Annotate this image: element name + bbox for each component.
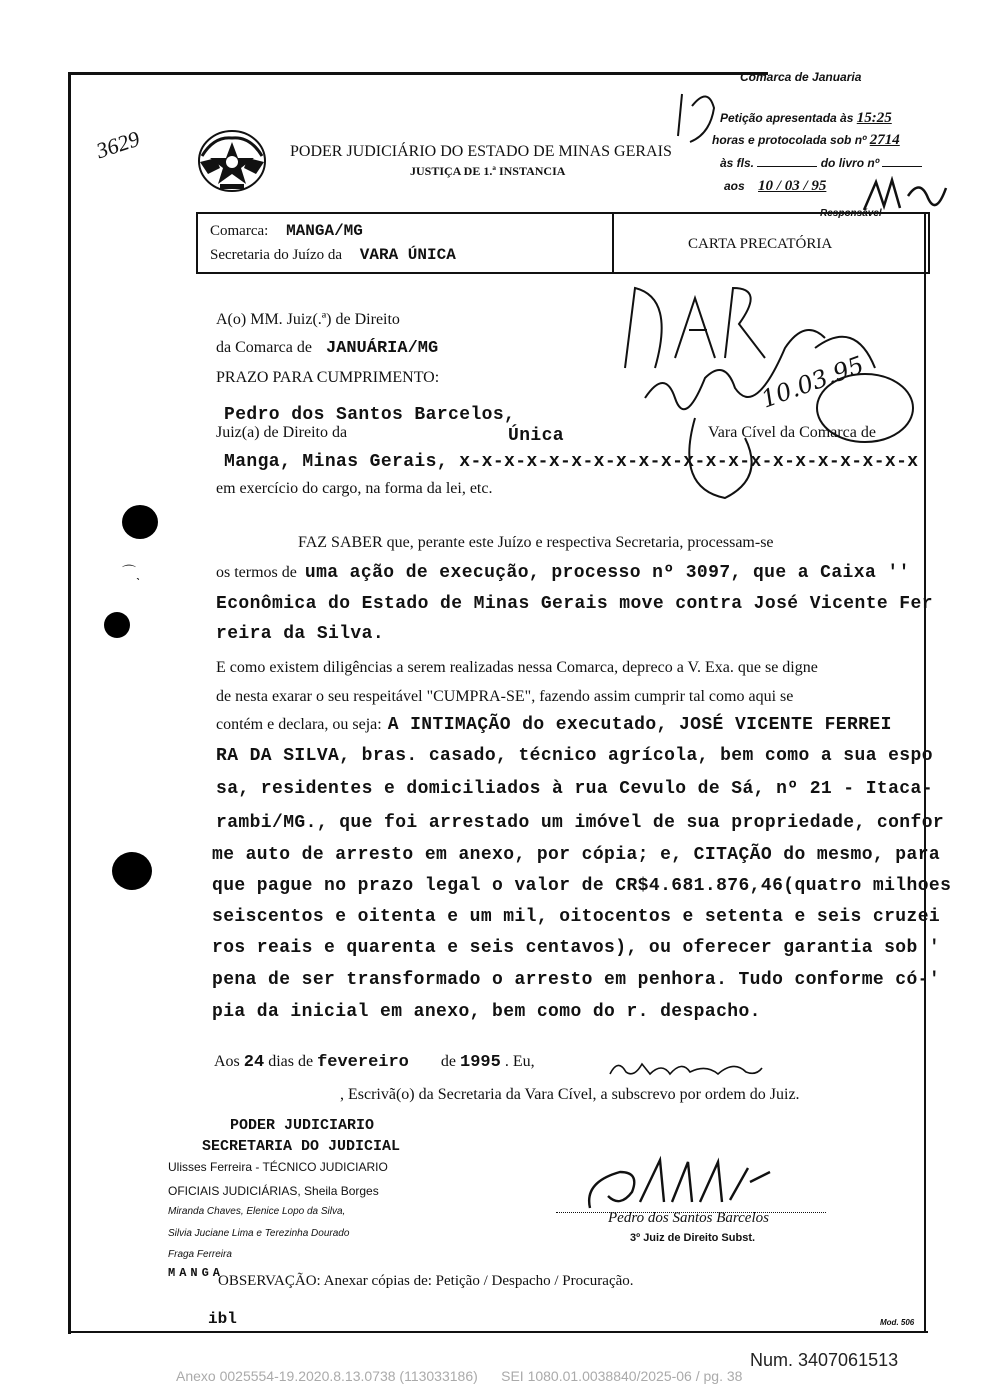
court-title: PODER JUDICIÁRIO DO ESTADO DE MINAS GERAIS <box>290 143 672 160</box>
typed-line-6: seiscentos e oitenta e um mil, oitocentos e setenta e seis cruzei <box>212 907 941 927</box>
stamp-line3-a: às fls. <box>720 156 755 170</box>
typed-line-3: rambi/MG., que foi arrestado um imóvel de sua propriedade, confor <box>216 813 945 833</box>
stamp-comarca: Comarca de Januaria <box>740 70 862 84</box>
faz-saber-line4: reira da Silva. <box>216 624 385 644</box>
date-month: fevereiro <box>317 1053 409 1072</box>
judge-name: Pedro dos Santos Barcelos, <box>224 405 516 425</box>
page-frame-top <box>68 72 768 75</box>
deprecate-line2: de nesta exarar o seu respeitável "CUMPRA-SE", fazendo assim cumprir tal como aqui se <box>216 688 794 705</box>
date-de: de <box>440 1053 456 1070</box>
comarca-value: MANGA/MG <box>286 222 363 240</box>
addressee-comarca-label: da Comarca de <box>216 339 312 356</box>
secretaria-value: VARA ÚNICA <box>359 246 456 264</box>
punch-hole-3 <box>112 852 152 890</box>
typed-line-7: ros reais e quarenta e seis centavos), ou oferecer garantia sob ' <box>212 938 941 958</box>
deprecate-line3-typed: A INTIMAÇÃO do executado, JOSÉ VICENTE FERREI <box>387 715 892 735</box>
city-line: Manga, Minas Gerais, x-x-x-x-x-x-x-x-x-x-x-x-x-x-x-x-x-x-x-x-x <box>224 452 919 472</box>
typed-line-9: pia da inicial em anexo, bem como do r. despacho. <box>212 1002 761 1022</box>
addressee-line1: A(o) MM. Juiz(.ª) de Direito <box>216 311 400 328</box>
exercicio-line: em exercício do cargo, na forma da lei, etc. <box>216 480 493 497</box>
stamp-fraga: Fraga Ferreira <box>168 1249 232 1260</box>
stamp-manga: MANGA <box>168 1266 225 1280</box>
clerk-signature-icon <box>606 1054 766 1082</box>
stamp-line3-b: do livro nº <box>820 156 880 170</box>
stamp-secretaria: SECRETARIA DO JUDICIAL <box>202 1138 401 1155</box>
stamp-line4-label: aos <box>724 179 745 193</box>
stamp-silvia: Silvia Juciane Lima e Terezinha Dourado <box>168 1228 350 1239</box>
stamp-line1-value: 15:25 <box>856 110 892 126</box>
observacao-line: OBSERVAÇÃO: Anexar cópias de: Petição / Despacho / Procuração. <box>218 1273 634 1289</box>
footer-ibl: ibl <box>208 1310 237 1328</box>
stamp-line2-value: 2714 <box>869 132 900 148</box>
typed-line-5: que pague no prazo legal o valor de CR$4.681.876,46(quatro milhoes <box>212 876 952 896</box>
handwritten-mark-icon <box>668 86 738 146</box>
stamp-line1-label: Petição apresentada às <box>720 111 854 125</box>
faz-saber-line1: FAZ SABER que, perante este Juízo e respectiva Secretaria, processam-se <box>298 534 774 551</box>
typed-line-8: pena de ser transformado o arresto em penhora. Tudo conforme có-' <box>212 970 941 990</box>
addressee-line2 <box>216 339 438 358</box>
escriva-line: , Escrivã(o) da Secretaria da Vara Cível, a subscrevo por ordem do Juiz. <box>340 1086 800 1103</box>
date-day: 24 <box>243 1053 265 1072</box>
deprecate-line1: E como existem diligências a serem realizadas nessa Comarca, depreco a V. Exa. que se digne <box>216 659 818 676</box>
punch-hole-1 <box>122 505 158 539</box>
date-eu: . Eu, <box>504 1053 535 1070</box>
coat-of-arms-icon <box>196 128 268 194</box>
protocol-stamp <box>712 68 962 218</box>
stamp-poder: PODER JUDICIARIO <box>230 1117 375 1134</box>
anexo-label: Anexo 0025554-19.2020.8.13.0738 (113033186) SEI 1080.01.0038840/2025-06 / pg. 38 <box>176 1368 743 1384</box>
stamp-line2 <box>712 132 900 149</box>
signature-title: 3º Juiz de Direito Subst. <box>630 1232 756 1244</box>
form-header-divider <box>612 212 614 272</box>
comarca-label: Comarca: <box>210 223 269 239</box>
vara-value: Única <box>508 426 565 446</box>
stamp-line4 <box>724 178 826 195</box>
secretaria-label: Secretaria do Juízo da <box>210 247 343 263</box>
num-label: Num. 3407061513 <box>750 1350 899 1370</box>
signature-name: Pedro dos Santos Barcelos <box>608 1210 769 1226</box>
date-aos: Aos <box>214 1053 240 1070</box>
typed-line-2: sa, residentes e domiciliados à rua Cevulo de Sá, nº 21 - Itaca- <box>216 779 933 799</box>
stamp-line3 <box>720 156 922 170</box>
page-frame-left <box>68 72 71 1334</box>
doc-type: CARTA PRECATÓRIA <box>688 236 833 252</box>
faz-saber-line2 <box>216 563 910 583</box>
stamp-responsavel: Responsável <box>820 208 882 219</box>
date-line <box>214 1053 535 1072</box>
margin-handwriting-icon <box>615 258 925 508</box>
stamp-line4-value: 10 / 03 / 95 <box>758 178 827 194</box>
secretaria-row <box>210 246 456 264</box>
punch-hole-2 <box>104 612 130 638</box>
deprecate-line3 <box>216 715 892 735</box>
stamp-line1 <box>720 110 892 127</box>
faz-saber-line3: Econômica do Estado de Minas Gerais move contra José Vicente Fer <box>216 594 933 614</box>
handwritten-number: 3629 <box>93 125 143 164</box>
comarca-row <box>210 222 363 240</box>
stamp-initials-icon <box>862 176 952 216</box>
stamp-line2-label: horas e protocolada sob nº <box>712 133 867 147</box>
stamp-miranda: Miranda Chaves, Elenice Lopo da Silva, <box>168 1206 346 1217</box>
footer-mod: Mod. 506 <box>880 1318 915 1327</box>
small-mark: ⌒ˎ <box>122 564 141 580</box>
typed-line-4: me auto de arresto em anexo, por cópia; e, CITAÇÃO do mesmo, para <box>212 845 941 865</box>
faz-saber-line2-typed: uma ação de execução, processo nº 3097, que a Caixa '' <box>304 563 910 583</box>
stamp-ulisses: Ulisses Ferreira - TÉCNICO JUDICIARIO <box>168 1160 388 1174</box>
addressee-comarca-value: JANUÁRIA/MG <box>325 339 439 358</box>
prazo-line: PRAZO PARA CUMPRIMENTO: <box>216 369 440 386</box>
date-dias-de: dias de <box>268 1053 314 1070</box>
page-frame-bottom <box>68 1331 928 1333</box>
typed-line-1: RA DA SILVA, bras. casado, técnico agrícola, bem como a sua espo <box>216 746 933 766</box>
faz-saber-line2-printed: os termos de <box>216 564 297 581</box>
juiz-label: Juiz(a) de Direito da <box>216 424 348 441</box>
court-instance: JUSTIÇA DE 1.ª INSTANCIA <box>410 164 566 178</box>
vara-label: Vara Cível da Comarca de <box>708 424 876 441</box>
svg-text:10.03.95: 10.03.95 <box>757 350 868 414</box>
date-year: 1995 <box>460 1053 501 1072</box>
stamp-oficiais: OFICIAIS JUDICIÁRIAS, Sheila Borges <box>168 1184 379 1198</box>
deprecate-line3-printed: contém e declara, ou seja: <box>216 716 382 733</box>
